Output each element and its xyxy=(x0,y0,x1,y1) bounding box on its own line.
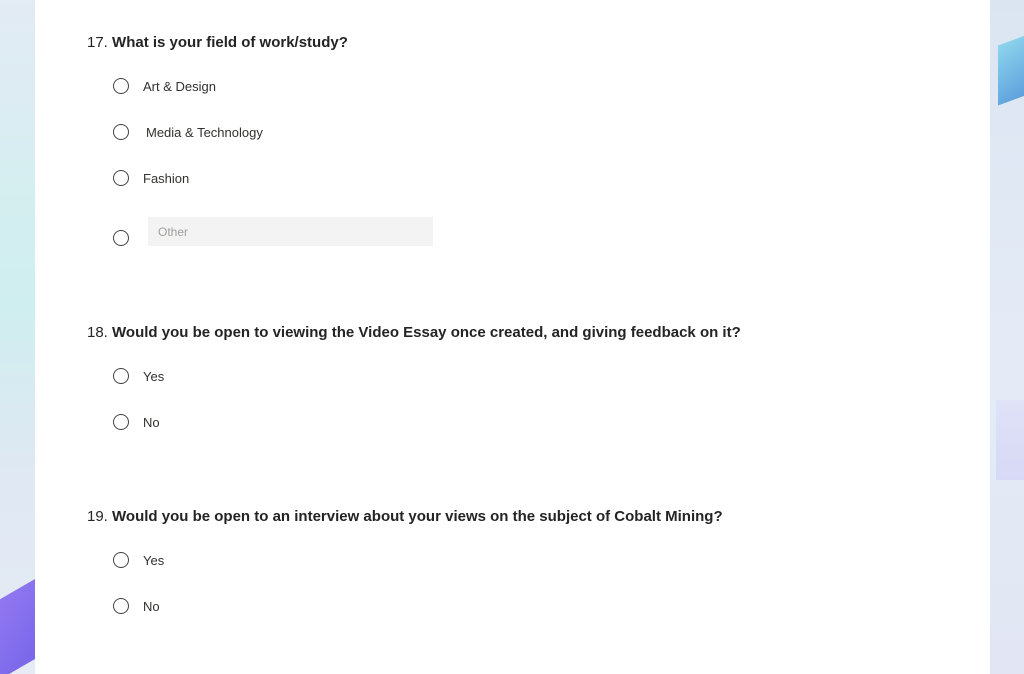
radio-button[interactable] xyxy=(113,552,129,568)
background-decoration xyxy=(996,400,1024,480)
option-label: No xyxy=(143,414,160,430)
option-label: Fashion xyxy=(143,170,190,186)
option-no[interactable] xyxy=(113,595,160,617)
question-number: 19. xyxy=(87,508,108,525)
radio-button[interactable] xyxy=(113,78,129,94)
question-19-title xyxy=(87,508,723,525)
question-text: What is your field of work/study? xyxy=(112,34,348,51)
option-label: Media & Technology xyxy=(146,124,263,140)
question-18-title xyxy=(87,324,741,341)
option-yes[interactable] xyxy=(113,365,164,387)
option-media-technology[interactable] xyxy=(113,121,263,143)
question-number: 17. xyxy=(87,34,108,51)
radio-button[interactable] xyxy=(113,230,129,246)
background-decoration xyxy=(998,35,1024,106)
question-number: 18. xyxy=(87,324,108,341)
option-other[interactable] xyxy=(113,227,129,249)
radio-button[interactable] xyxy=(113,124,129,140)
radio-button[interactable] xyxy=(113,170,129,186)
background-left xyxy=(0,0,36,674)
option-label: No xyxy=(143,598,160,614)
question-text: Would you be open to viewing the Video Essay once created, and giving feedback on it? xyxy=(112,324,741,341)
option-yes[interactable] xyxy=(113,549,164,571)
other-input[interactable] xyxy=(148,217,433,246)
radio-button[interactable] xyxy=(113,414,129,430)
option-art-design[interactable] xyxy=(113,75,216,97)
question-text: Would you be open to an interview about your views on the subject of Cobalt Mining? xyxy=(112,508,723,525)
radio-button[interactable] xyxy=(113,368,129,384)
option-label: Yes xyxy=(143,552,165,568)
option-fashion[interactable] xyxy=(113,167,189,189)
option-label: Art & Design xyxy=(143,78,216,94)
option-label: Yes xyxy=(143,368,165,384)
option-no[interactable] xyxy=(113,411,160,433)
radio-button[interactable] xyxy=(113,598,129,614)
question-17-title xyxy=(87,34,348,51)
